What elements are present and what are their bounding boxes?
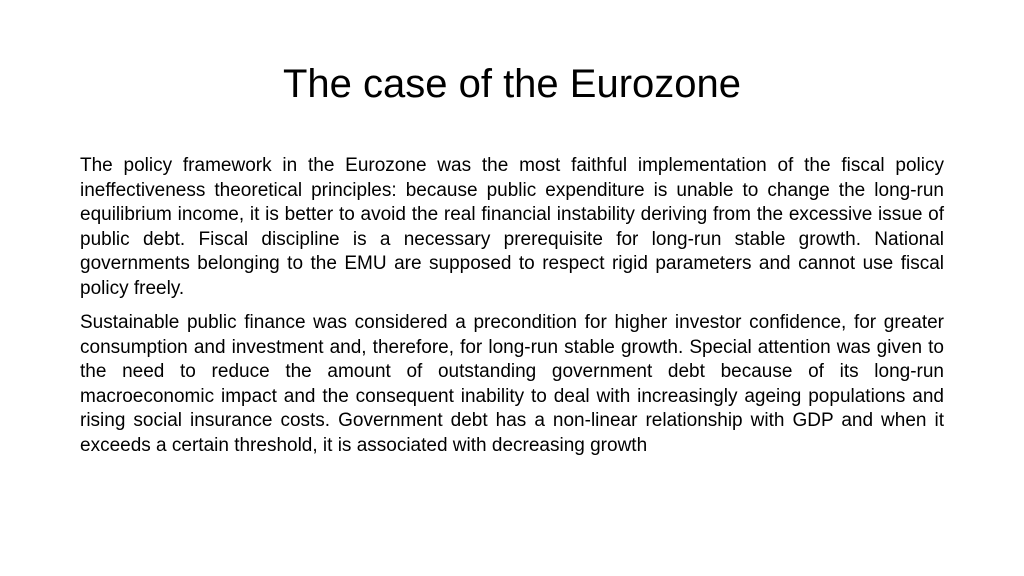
slide-body bbox=[80, 154, 944, 468]
body-paragraph-1: The policy framework in the Eurozone was the most faithful implementation of the fiscal policy ineffectiveness theoretical principles: because public expenditure is unable to change the long-run equilibrium income, it is better to avoid the real financial instability deriving from the excessive issue of public debt. Fiscal discipline is a necessary prerequisite for long-run stable growth. National governments belonging to the EMU are supposed to respect rigid parameters and cannot use fiscal policy freely. bbox=[80, 155, 944, 299]
slide-title: The case of the Eurozone bbox=[282, 62, 742, 106]
body-paragraph-2: Sustainable public finance was considered a precondition for higher investor confidence, for greater consumption and investment and, therefore, for long-run stable growth. Special attention was given to the need to reduce the amount of outstanding government debt because of its long-run macroeconomic impact and the consequent inability to deal with increasingly ageing populations and rising social insurance costs. Government debt has a non-linear relationship with GDP and when it exceeds a certain threshold, it is associated with decreasing growth bbox=[80, 312, 944, 456]
